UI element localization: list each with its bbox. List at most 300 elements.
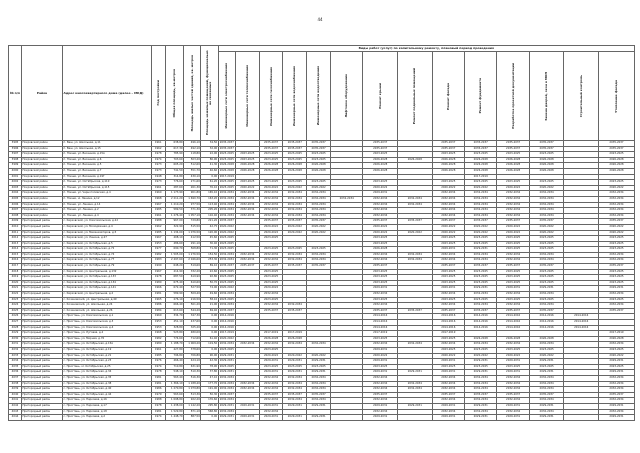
table-cell: 2029-2031 <box>218 370 235 376</box>
table-cell: 2020-2022 <box>307 185 331 191</box>
address-cell: с. Пристань, ул. Луговая, д.4 <box>63 331 152 337</box>
table-cell: 2023-2025 <box>529 269 564 275</box>
table-cell: 2032-2034 <box>529 196 564 202</box>
row-number: 4011 <box>9 230 22 236</box>
table-cell: 408,10 <box>165 236 183 242</box>
table-cell: Покровский район <box>21 168 62 174</box>
table-cell: 22,00 <box>201 152 218 158</box>
table-cell: 2029-2031 <box>363 403 398 409</box>
table-cell: 2029-2031 <box>363 191 398 197</box>
table-cell: 2023-2025 <box>363 241 398 247</box>
table-cell: 1 076,50 <box>184 230 201 236</box>
row-number: 4043 <box>9 409 22 415</box>
table-cell: 2029-2031 <box>235 403 259 409</box>
table-cell: 378,60 <box>184 347 201 353</box>
table-cell: 519,60 <box>184 264 201 270</box>
table-cell: 2032-2034 <box>529 409 564 415</box>
table-cell: 675,40 <box>165 280 183 286</box>
table-cell: 2032-2034 <box>464 208 496 214</box>
address-cell: с. Пристань, ул. Октябрьская, д.38 <box>63 381 152 387</box>
table-cell: 2035-2037 <box>464 146 496 152</box>
address-cell: п. Покши, ul. Ленина, д.12 <box>63 196 152 202</box>
row-number: 3995 <box>9 141 22 147</box>
table-cell: 2032-2034 <box>218 213 235 219</box>
table-cell: Покровский район <box>21 141 62 147</box>
row-number: 4012 <box>9 236 22 242</box>
table-cell: Покровский район <box>21 174 62 180</box>
table-cell: 2035-2037 <box>218 392 235 398</box>
table-cell: 2029-2031 <box>307 359 331 365</box>
table-cell: 1985 <box>151 230 165 236</box>
table-cell: 901,80 <box>184 191 201 197</box>
table-cell: 2026-2028 <box>598 336 634 342</box>
table-cell: 2020-2022 <box>598 185 634 191</box>
table-cell: 2026-2028 <box>235 168 259 174</box>
table-cell: 2020-2022 <box>363 353 398 359</box>
table-cell: 563,40 <box>165 375 183 381</box>
table-cell: 2032-2034 <box>432 258 464 264</box>
table-cell: 2032-2034 <box>598 387 634 393</box>
table-cell: 2020-2022 <box>259 185 283 191</box>
table-cell: 1 276,40 <box>165 213 183 219</box>
table-cell: 2029-2031 <box>432 359 464 365</box>
table-cell: 2035-2037 <box>497 146 529 152</box>
table-cell: 2026-2028 <box>363 247 398 253</box>
table-cell: 332,20 <box>184 269 201 275</box>
table-cell: Пригородный район <box>21 331 62 337</box>
table-cell: 2032-2034 <box>330 196 362 202</box>
col-w6: Лифтовое оборудование <box>330 52 362 141</box>
address-cell: п. Покши, ул. Весенняя, д.19Г <box>63 174 152 180</box>
table-cell: 2020-2022 <box>283 185 307 191</box>
table-cell: 2023-2025 <box>259 247 283 253</box>
row-number: 4032 <box>9 347 22 353</box>
table-cell: 967,00 <box>165 219 183 225</box>
table-cell: 2023-2025 <box>363 364 398 370</box>
table-cell: 2014-2016 <box>432 325 464 331</box>
table-cell: 176,60 <box>201 398 218 404</box>
row-number: 4001 <box>9 174 22 180</box>
table-cell: 69,40 <box>201 308 218 314</box>
col-w14: Утепление фасада <box>598 52 634 141</box>
col-w13: Строительный контроль <box>564 52 599 141</box>
table-cell: 2023-2025 <box>464 280 496 286</box>
table-cell: 2032-2034 <box>432 191 464 197</box>
row-number: 4007 <box>9 208 22 214</box>
row-number: 4010 <box>9 224 22 230</box>
table-cell: 2032-2034 <box>529 387 564 393</box>
table-cell: 515,50 <box>184 224 201 230</box>
table-cell: 887,50 <box>184 415 201 421</box>
table-cell: 2020-2022 <box>218 230 235 236</box>
table-cell: 2029-2031 <box>397 403 432 409</box>
table-cell: 2023-2025 <box>598 364 634 370</box>
row-number: 4013 <box>9 241 22 247</box>
row-number: 4004 <box>9 191 22 197</box>
table-cell: 2023-2025 <box>529 247 564 253</box>
table-cell: 2032-2034 <box>307 213 331 219</box>
table-cell: 1 276,50 <box>184 252 201 258</box>
table-cell: 2026-2028 <box>283 336 307 342</box>
table-cell: 2026-2028 <box>497 157 529 163</box>
table-cell: Покровский район <box>21 208 62 214</box>
table-cell: 2032-2034 <box>235 258 259 264</box>
table-cell: 2032-2034 <box>283 196 307 202</box>
table-cell: 2032-2034 <box>259 381 283 387</box>
table-cell: 2026-2028 <box>363 157 398 163</box>
row-number: 3997 <box>9 152 22 158</box>
col-address: Адрес многоквартирного дома (далее – МКД) <box>63 46 152 141</box>
row-number: 4028 <box>9 325 22 331</box>
table-cell: 2023-2025 <box>218 185 235 191</box>
table-cell: 2032-2034 <box>464 191 496 197</box>
table-cell: 2032-2034 <box>397 258 432 264</box>
table-cell: 2032-2034 <box>464 202 496 208</box>
table-cell: 2035-2037 <box>529 392 564 398</box>
table-cell: 45,60 <box>201 236 218 242</box>
table-cell: 2023-2025 <box>497 247 529 253</box>
table-cell: 2035-2037 <box>598 264 634 270</box>
table-cell: 2023-2025 <box>363 236 398 242</box>
table-cell: 2020-2022 <box>529 230 564 236</box>
table-cell: 513,30 <box>184 392 201 398</box>
table-cell: 2032-2034 <box>218 191 235 197</box>
table-cell: 2020-2022 <box>598 353 634 359</box>
table-cell: 119,50 <box>201 342 218 348</box>
table-cell: 2023-2025 <box>259 275 283 281</box>
table-cell: 2020-2022 <box>283 230 307 236</box>
address-cell: с. Пристань, ул. Октябрьская, д.34 <box>63 370 152 376</box>
table-cell: 2026-2028 <box>598 157 634 163</box>
table-cell: 276,10 <box>165 297 183 303</box>
table-cell: 2026-2028 <box>529 163 564 169</box>
table-cell: 2023-2025 <box>235 180 259 186</box>
row-number: 4023 <box>9 297 22 303</box>
table-cell: 2032-2034 <box>598 398 634 404</box>
table-cell: 2023-2025 <box>529 180 564 186</box>
table-cell: 2014-2016 <box>432 314 464 320</box>
table-cell: 2032-2034 <box>598 342 634 348</box>
table-cell: 2032-2034 <box>598 303 634 309</box>
table-cell: 49,60 <box>201 292 218 298</box>
table-cell: 729,80 <box>184 219 201 225</box>
table-cell: 509,40 <box>184 292 201 298</box>
table-cell: 2035-2037 <box>307 264 331 270</box>
table-cell: 510,30 <box>184 370 201 376</box>
table-cell: 2023-2025 <box>432 280 464 286</box>
table-cell: 2029-2031 <box>598 415 634 421</box>
address-cell: с. Пристань, ул. Октябрьская, д.44 <box>63 392 152 398</box>
table-cell: 314,80 <box>165 174 183 180</box>
table-cell: 2023-2025 <box>529 236 564 242</box>
table-cell: 2023-2025 <box>259 157 283 163</box>
table-cell: 2029-2031 <box>283 359 307 365</box>
table-cell: 2014-2016 <box>218 314 235 320</box>
table-cell: 2032-2034 <box>363 303 398 309</box>
table-cell: 42,75 <box>201 224 218 230</box>
table-cell: 2032-2034 <box>307 252 331 258</box>
address-cell: с. Пристань, ул. Октябрьская, д.21 <box>63 353 152 359</box>
col-number: № п/п <box>9 46 22 141</box>
table-cell: 2017-2019 <box>218 331 235 337</box>
row-number: 4041 <box>9 398 22 404</box>
table-cell: 2029-2031 <box>497 359 529 365</box>
table-cell: 2032-2034 <box>363 258 398 264</box>
table-cell: 977,50 <box>184 202 201 208</box>
table-cell: 2014-2016 <box>363 314 398 320</box>
table-cell: 2032-2034 <box>497 202 529 208</box>
table-cell: 2023-2025 <box>464 180 496 186</box>
table-cell: 2023-2025 <box>259 280 283 286</box>
row-number: 4022 <box>9 292 22 298</box>
table-cell: 74,00 <box>201 286 218 292</box>
table-cell: 2035-2037 <box>218 219 235 225</box>
table-cell: 2035-2037 <box>432 392 464 398</box>
table-cell: 2035-2037 <box>432 146 464 152</box>
table-cell: 2023-2025 <box>363 152 398 158</box>
table-cell: 2032-2034 <box>464 342 496 348</box>
address-cell: с. Пристань, ul. Октябрьская, д.25 <box>63 364 152 370</box>
table-cell: 2020-2022 <box>464 185 496 191</box>
table-cell: 2032-2034 <box>464 213 496 219</box>
table-cell: 2023-2025 <box>259 180 283 186</box>
table-cell: 589,50 <box>165 208 183 214</box>
table-cell: 1 069,20 <box>184 342 201 348</box>
table-cell: 1982 <box>151 252 165 258</box>
table-cell: 2032-2034 <box>598 202 634 208</box>
row-number: 4044 <box>9 415 22 421</box>
table-cell: 1 142,20 <box>184 403 201 409</box>
table-cell: 2020-2022 <box>363 185 398 191</box>
address-cell: с. Пристань, ул. Парковая, д.18 <box>63 409 152 415</box>
table-cell: 0,00 <box>201 331 218 337</box>
table-cell: 2014-2016 <box>218 325 235 331</box>
table-cell: Покровский район <box>21 152 62 158</box>
table-cell: 2023-2025 <box>432 336 464 342</box>
table-cell: 2035-2037 <box>497 141 529 147</box>
table-cell: 2035-2037 <box>598 308 634 314</box>
table-cell: 2035-2037 <box>363 141 398 147</box>
table-cell: 2032-2034 <box>598 252 634 258</box>
table-cell: 544,20 <box>184 308 201 314</box>
address-cell: п. Покши, ул. Октябрьская, д.110 <box>63 180 152 186</box>
table-cell: 2014-2016 <box>529 314 564 320</box>
table-cell: 437,60 <box>184 320 201 326</box>
table-cell: 2035-2037 <box>432 219 464 225</box>
table-cell: 2035-2037 <box>283 264 307 270</box>
table-cell: 2023-2025 <box>598 347 634 353</box>
table-cell: 2032-2034 <box>432 375 464 381</box>
table-cell: 2020-2022 <box>363 230 398 236</box>
table-cell: 1974 <box>151 157 165 163</box>
table-cell: 1967 <box>151 269 165 275</box>
table-cell: 2032-2034 <box>363 252 398 258</box>
table-cell: 2020-2022 <box>497 230 529 236</box>
address-cell: с. Кочиновский, ул. Центральная, д.49 <box>63 297 152 303</box>
table-cell: 2029-2031 <box>529 286 564 292</box>
table-cell: 1984 <box>151 308 165 314</box>
table-cell: 2032-2034 <box>598 292 634 298</box>
table-cell: 2014-2016 <box>564 325 599 331</box>
table-cell: 2023-2025 <box>259 152 283 158</box>
table-cell: 2029-2031 <box>464 403 496 409</box>
table-cell: 2032-2034 <box>497 258 529 264</box>
table-cell: 1948 <box>151 174 165 180</box>
table-cell: 2026-2028 <box>464 336 496 342</box>
table-cell: 2020-2022 <box>259 230 283 236</box>
table-cell: 2020-2022 <box>598 230 634 236</box>
table-cell: 2029-2031 <box>259 370 283 376</box>
table-cell: 2032-2034 <box>259 191 283 197</box>
table-cell: Пригородный район <box>21 219 62 225</box>
table-cell: 2020-2022 <box>283 353 307 359</box>
row-number: 4033 <box>9 353 22 359</box>
table-cell: 2029-2031 <box>464 415 496 421</box>
table-cell: 2014-2016 <box>564 314 599 320</box>
table-cell: 2032-2034 <box>307 375 331 381</box>
row-number: 4003 <box>9 185 22 191</box>
table-cell: 2035-2037 <box>218 264 235 270</box>
col-living-area: Площадь жилых частей зданий, кв. метров <box>184 46 201 141</box>
table-cell: 2023-2025 <box>283 247 307 253</box>
table-cell: Покровский район <box>21 191 62 197</box>
table-cell: 2023-2025 <box>432 236 464 242</box>
row-number: 4029 <box>9 331 22 337</box>
table-cell: 2029-2031 <box>464 247 496 253</box>
table-cell: 2029-2031 <box>283 403 307 409</box>
table-cell: 1976 <box>151 359 165 365</box>
table-cell: 1985 <box>151 208 165 214</box>
table-cell: 451,10 <box>165 320 183 326</box>
table-cell: 776,60 <box>165 180 183 186</box>
address-cell: с. Пристань, ул. Октябрьская, д.15А <box>63 342 152 348</box>
table-cell: 2026-2028 <box>497 168 529 174</box>
table-cell: 2026-2028 <box>259 168 283 174</box>
table-cell: 2026-2028 <box>363 163 398 169</box>
table-cell: 690,70 <box>165 247 183 253</box>
table-cell: 2032-2034 <box>397 196 432 202</box>
table-cell: 2032-2034 <box>259 375 283 381</box>
table-cell: 1973 <box>151 180 165 186</box>
table-cell: 2032-2034 <box>432 202 464 208</box>
table-cell: 2032-2034 <box>598 196 634 202</box>
table-cell: 2032-2034 <box>218 196 235 202</box>
table-cell: 2026-2028 <box>598 163 634 169</box>
table-cell: 118,80 <box>184 152 201 158</box>
table-cell: 2032-2034 <box>259 258 283 264</box>
table-cell: 21,00 <box>201 303 218 309</box>
address-cell: с. Пристань, ул. Мирная, д.76 <box>63 336 152 342</box>
table-cell: 785,90 <box>165 152 183 158</box>
table-cell: 2035-2037 <box>464 219 496 225</box>
table-cell: Пригородный район <box>21 415 62 421</box>
address-cell: п. Ваш, ул. Школьная, д.15 <box>63 146 152 152</box>
table-cell: 2035-2037 <box>283 141 307 147</box>
table-cell: 2032-2034 <box>235 381 259 387</box>
table-cell: 2032-2034 <box>497 381 529 387</box>
table-cell: 2029-2031 <box>432 247 464 253</box>
table-cell: 412,50 <box>184 236 201 242</box>
table-cell: 2035-2037 <box>464 392 496 398</box>
table-cell: 2035-2037 <box>598 392 634 398</box>
address-cell: п. Покши, ул. Весенняя, д.6 <box>63 157 152 163</box>
address-cell: с. Пристань, ул. Комсомольская, д.1 <box>63 314 152 320</box>
table-cell: 2023-2025 <box>432 152 464 158</box>
table-cell: 2035-2037 <box>363 146 398 152</box>
table-cell: 527,50 <box>184 286 201 292</box>
table-cell: 2032-2034 <box>235 387 259 393</box>
table-cell: 2023-2025 <box>497 364 529 370</box>
table-cell: 424,10 <box>184 359 201 365</box>
table-cell: 2032-2034 <box>529 292 564 298</box>
table-cell: 120,00 <box>201 230 218 236</box>
table-cell: 2026-2028 <box>529 157 564 163</box>
address-cell: с. Кочиновский, ул. Школьная, д.24 <box>63 303 152 309</box>
table-cell: 2035-2037 <box>529 146 564 152</box>
address-cell: п. Покши, ул. Весенняя, д.15А <box>63 152 152 158</box>
table-cell: 2029-2031 <box>432 286 464 292</box>
row-number: 4030 <box>9 336 22 342</box>
table-cell: 2026-2028 <box>432 163 464 169</box>
table-cell: 2017-2019 <box>363 331 398 337</box>
table-cell: Пригородный район <box>21 398 62 404</box>
table-cell: 2032-2034 <box>432 196 464 202</box>
table-cell: 2023-2025 <box>218 152 235 158</box>
table-cell: 2020-2022 <box>363 224 398 230</box>
table-cell: 2032-2034 <box>464 303 496 309</box>
table-cell: 2032-2034 <box>432 213 464 219</box>
table-cell: 2035-2037 <box>497 308 529 314</box>
table-cell: 1 529,80 <box>165 409 183 415</box>
table-cell: 2032-2034 <box>598 208 634 214</box>
table-cell: Пригородный район <box>21 387 62 393</box>
table-cell: 2035-2037 <box>497 392 529 398</box>
table-cell: 1986 <box>151 303 165 309</box>
address-cell: с. Пристань, ул. Октябрьская, д.35 <box>63 375 152 381</box>
table-cell: 2032-2034 <box>529 208 564 214</box>
address-cell: с. Пристань, ул. Парковая, д.17 <box>63 403 152 409</box>
table-cell: 1979 <box>151 392 165 398</box>
table-cell: 2032-2034 <box>283 375 307 381</box>
table-cell: Покровский район <box>21 146 62 152</box>
table-cell: 2023-2025 <box>497 236 529 242</box>
table-cell: 2029-2031 <box>598 370 634 376</box>
table-cell: 2026-2028 <box>464 163 496 169</box>
table-cell: 2035-2037 <box>529 308 564 314</box>
table-cell: 2032-2034 <box>497 292 529 298</box>
table-cell: 2035-2037 <box>307 146 331 152</box>
table-cell: 2023-2025 <box>218 157 235 163</box>
table-cell: 1973 <box>151 163 165 169</box>
table-cell: 2023-2025 <box>598 241 634 247</box>
table-cell: 2020-2022 <box>432 353 464 359</box>
table-cell: 774,60 <box>165 336 183 342</box>
table-cell: 2035-2037 <box>259 264 283 270</box>
col-w7: Ремонт крыши <box>363 52 398 141</box>
table-cell: 2023-2025 <box>218 236 235 242</box>
table-cell: 2020-2022 <box>235 185 259 191</box>
table-cell: 430,10 <box>184 174 201 180</box>
table-cell: 2032-2034 <box>235 202 259 208</box>
table-cell: 46,60 <box>201 168 218 174</box>
table-cell: 92,80 <box>201 275 218 281</box>
table-cell: Пригородный район <box>21 224 62 230</box>
table-cell: 2023-2025 <box>218 364 235 370</box>
table-cell: 2032-2034 <box>464 375 496 381</box>
table-cell: 261,30 <box>184 185 201 191</box>
address-cell: с. Кирзовский, ул. Центральная, д.2 <box>63 292 152 298</box>
table-cell: 2023-2025 <box>218 275 235 281</box>
